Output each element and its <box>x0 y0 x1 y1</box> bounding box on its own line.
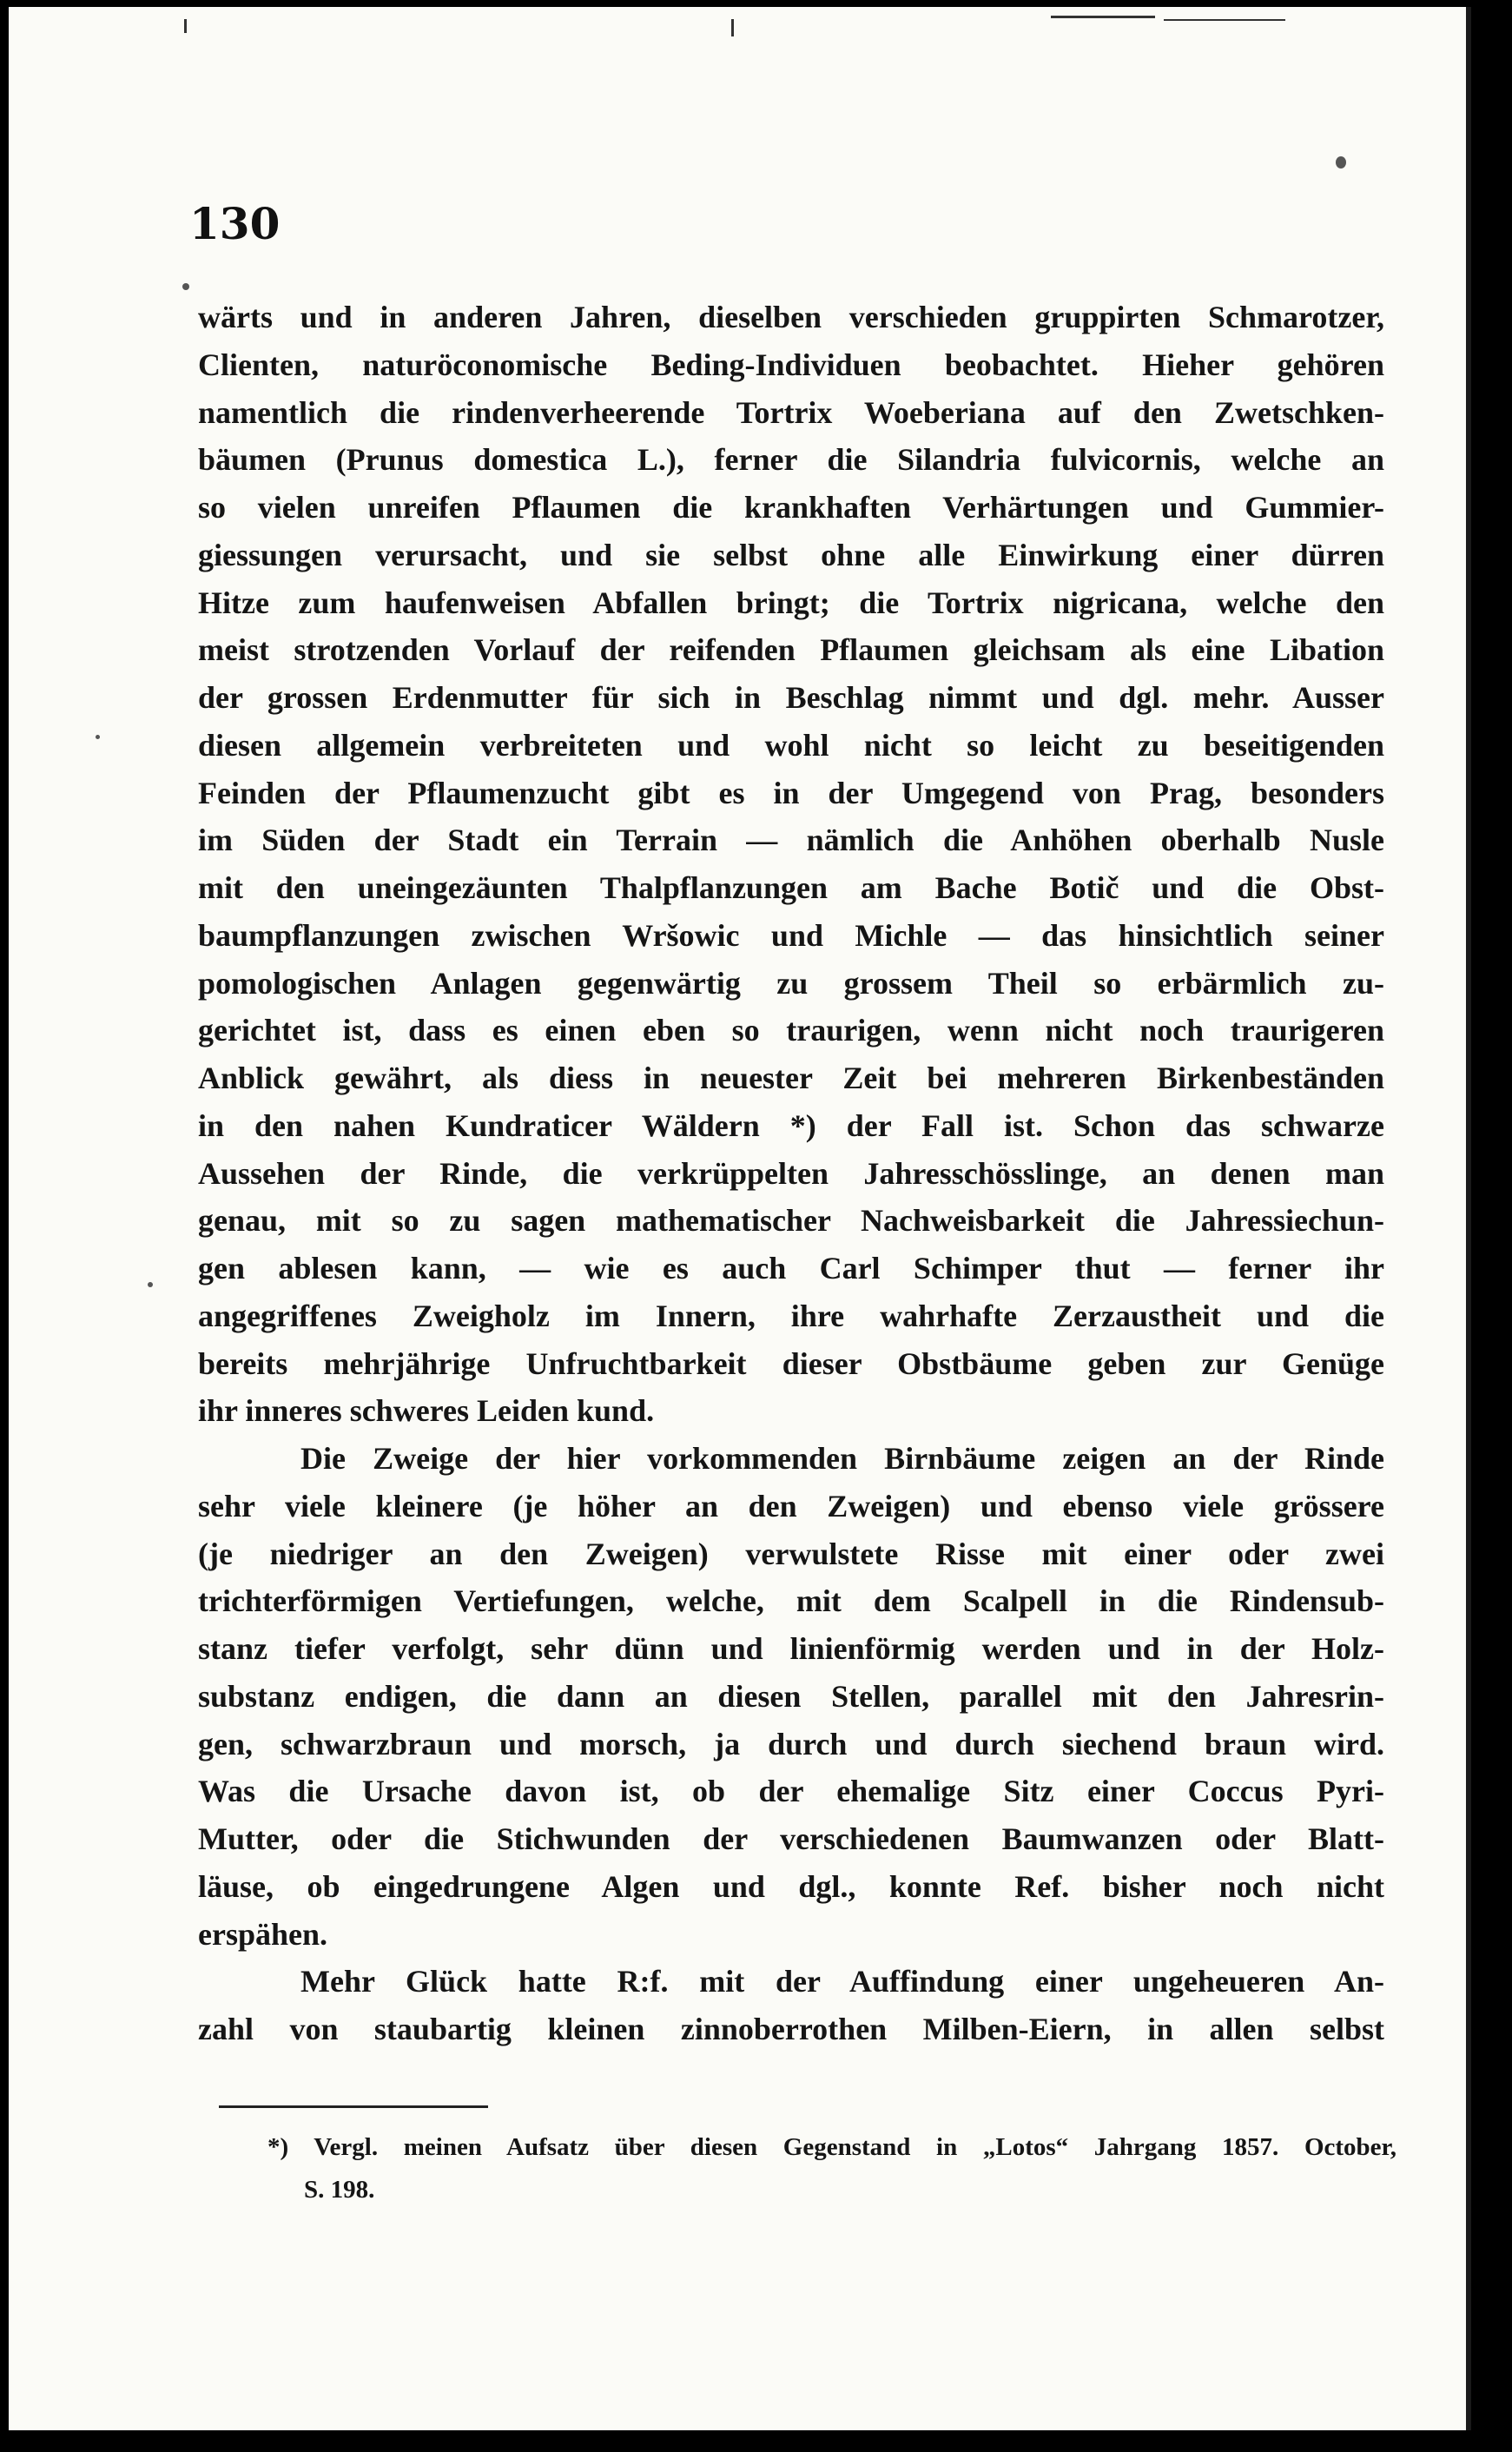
text-line: trichterförmigen Vertiefungen, welche, mit dem Scalpell in die Rindensub- <box>198 1583 1384 1619</box>
scan-speck <box>148 1282 153 1287</box>
scan-speck <box>1336 156 1346 169</box>
text-line: Aussehen der Rinde, die verkrüppelten Jahresschösslinge, an denen man <box>198 1155 1384 1191</box>
page-number: 130 <box>189 198 281 249</box>
footnote <box>267 2126 1396 2211</box>
text-line: wärts und in anderen Jahren, dieselben verschieden gruppirten Schmarotzer, <box>198 300 1384 334</box>
scan-speck <box>96 735 100 739</box>
text-line: genau, mit so zu sagen mathematischer Nachweisbarkeit die Jahressiechun- <box>198 1203 1384 1239</box>
text-line: gerichtet ist, dass es einen eben so traurigen, wenn nicht noch traurigeren <box>198 1013 1384 1048</box>
text-line: gen ablesen kann, — wie es auch Carl Schimper thut — ferner ihr <box>198 1251 1384 1285</box>
text-line: so vielen unreifen Pflaumen die krankhaften Verhärtungen und Gummier- <box>198 490 1384 525</box>
footnote-line: S. 198. <box>304 2176 375 2204</box>
text-line: substanz endigen, die dann an diesen Stellen, parallel mit den Jahresrin- <box>198 1678 1384 1714</box>
body-text <box>198 294 1384 2053</box>
scan-artifact <box>1164 19 1285 21</box>
scan-speck <box>182 283 189 290</box>
text-line: läuse, ob eingedrungene Algen und dgl., konnte Ref. bisher noch nicht <box>198 1868 1384 1904</box>
text-line: ihr inneres schweres Leiden kund. <box>198 1393 655 1429</box>
text-line: zahl von staubartig kleinen zinnoberrothen Milben-Eiern, in allen selbst <box>198 2012 1384 2046</box>
text-line: Anblick gewährt, als diess in neuester Zeit bei mehreren Birkenbeständen <box>198 1061 1384 1095</box>
text-line: Mehr Glück hatte R:f. mit der Auffindung einer ungeheueren An- <box>300 1964 1384 1999</box>
text-line: bäumen (Prunus domestica L.), ferner die Silandria fulvicornis, welche an <box>198 442 1384 478</box>
text-line: gen, schwarzbraun und morsch, ja durch und durch siechend braun wird. <box>198 1726 1384 1761</box>
text-line: Mutter, oder die Stichwunden der verschiedenen Baumwanzen oder Blatt- <box>198 1821 1384 1856</box>
text-line: angegriffenes Zweigholz im Innern, ihre wahrhafte Zerzaustheit und die <box>198 1298 1384 1333</box>
scanned-page <box>9 7 1471 2430</box>
scan-artifact <box>184 19 187 33</box>
text-line: Feinden der Pflaumenzucht gibt es in der Umgegend von Prag, besonders <box>198 775 1384 810</box>
text-line: sehr viele kleinere (je höher an den Zweigen) und ebenso viele grössere <box>198 1488 1384 1523</box>
text-line: Hitze zum haufenweisen Abfallen bringt; die Tortrix nigricana, welche den <box>198 585 1384 620</box>
text-line: pomologischen Anlagen gegenwärtig zu grossem Theil so erbärmlich zu- <box>198 965 1384 1001</box>
text-line: Clienten, naturöconomische Beding-Individuen beobachtet. Hieher gehören <box>198 347 1384 382</box>
text-line: im Süden der Stadt ein Terrain — nämlich die Anhöhen oberhalb Nusle <box>198 823 1384 858</box>
text-line: Was die Ursache davon ist, ob der ehemalige Sitz einer Coccus Pyri- <box>198 1774 1384 1809</box>
scan-artifact <box>731 19 734 36</box>
text-line: bereits mehrjährige Unfruchtbarkeit dieser Obstbäume geben zur Genüge <box>198 1345 1384 1381</box>
text-line: giessungen verursacht, und sie selbst ohne alle Einwirkung einer dürren <box>198 537 1384 572</box>
text-line: diesen allgemein verbreiteten und wohl nicht so leicht zu beseitigenden <box>198 727 1384 763</box>
text-line: erspähen. <box>198 1916 328 1952</box>
text-line: stanz tiefer verfolgt, sehr dünn und linienförmig werden und in der Holz- <box>198 1631 1384 1666</box>
text-line: Die Zweige der hier vorkommenden Birnbäume zeigen an der Rinde <box>300 1441 1384 1476</box>
scan-artifact <box>1051 16 1155 18</box>
footnote-line: *) Vergl. meinen Aufsatz über diesen Gegenstand in „Lotos“ Jahrgang 1857. October, <box>267 2133 1396 2161</box>
text-line: in den nahen Kundraticer Wäldern *) der Fall ist. Schon das schwarze <box>198 1107 1384 1143</box>
text-line: namentlich die rindenverheerende Tortrix Woeberiana auf den Zwetschken- <box>198 394 1384 430</box>
text-line: baumpflanzungen zwischen Wršowic und Michle — das hinsichtlich seiner <box>198 917 1384 953</box>
text-line: mit den uneingezäunten Thalpflanzungen am Bache Botič und die Obst- <box>198 870 1384 905</box>
footnote-rule <box>219 2105 488 2108</box>
text-line: (je niedriger an den Zweigen) verwulstete Risse mit einer oder zwei <box>198 1536 1384 1571</box>
text-line: der grossen Erdenmutter für sich in Beschlag nimmt und dgl. mehr. Ausser <box>198 680 1384 715</box>
text-line: meist strotzenden Vorlauf der reifenden Pflaumen gleichsam als eine Libation <box>198 632 1384 668</box>
